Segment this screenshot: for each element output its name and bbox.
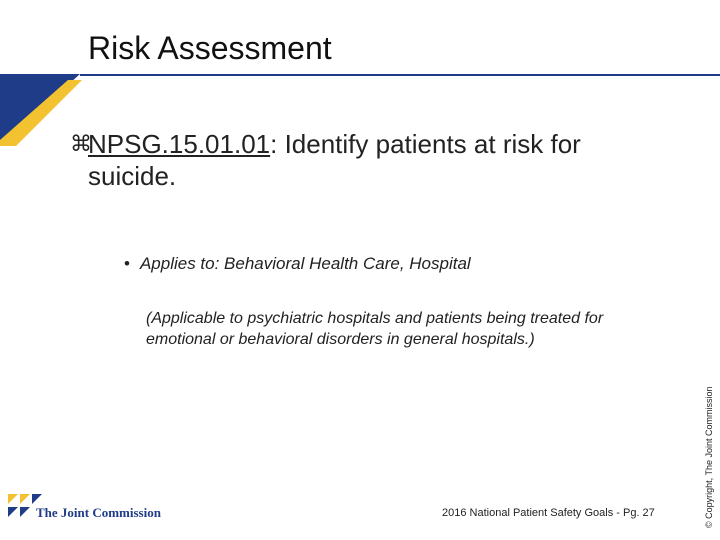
applicability-note: (Applicable to psychiatric hospitals and patients being treated for emotional or behavioral disorders in general hospitals.): [146, 310, 604, 348]
applies-to-bullet: [124, 254, 471, 274]
applies-to-text: Applies to: Behavioral Health Care, Hospital: [139, 254, 471, 273]
copyright-notice: © Copyright, The Joint Commission: [704, 386, 714, 528]
title-rule: [80, 74, 720, 76]
main-bullet-text: : Identify patients at risk for suicide.: [88, 129, 581, 191]
npsg-reference-link[interactable]: NPSG.15.01.01: [88, 129, 271, 159]
bullet-dot: •: [124, 254, 130, 273]
command-bullet-icon: ⌘: [70, 131, 92, 156]
logo-wordmark: The Joint Commission: [36, 505, 161, 520]
slide-title: Risk Assessment: [88, 30, 332, 66]
footer-page-reference: 2016 National Patient Safety Goals - Pg. 27: [442, 507, 655, 519]
main-bullet: [70, 128, 648, 192]
